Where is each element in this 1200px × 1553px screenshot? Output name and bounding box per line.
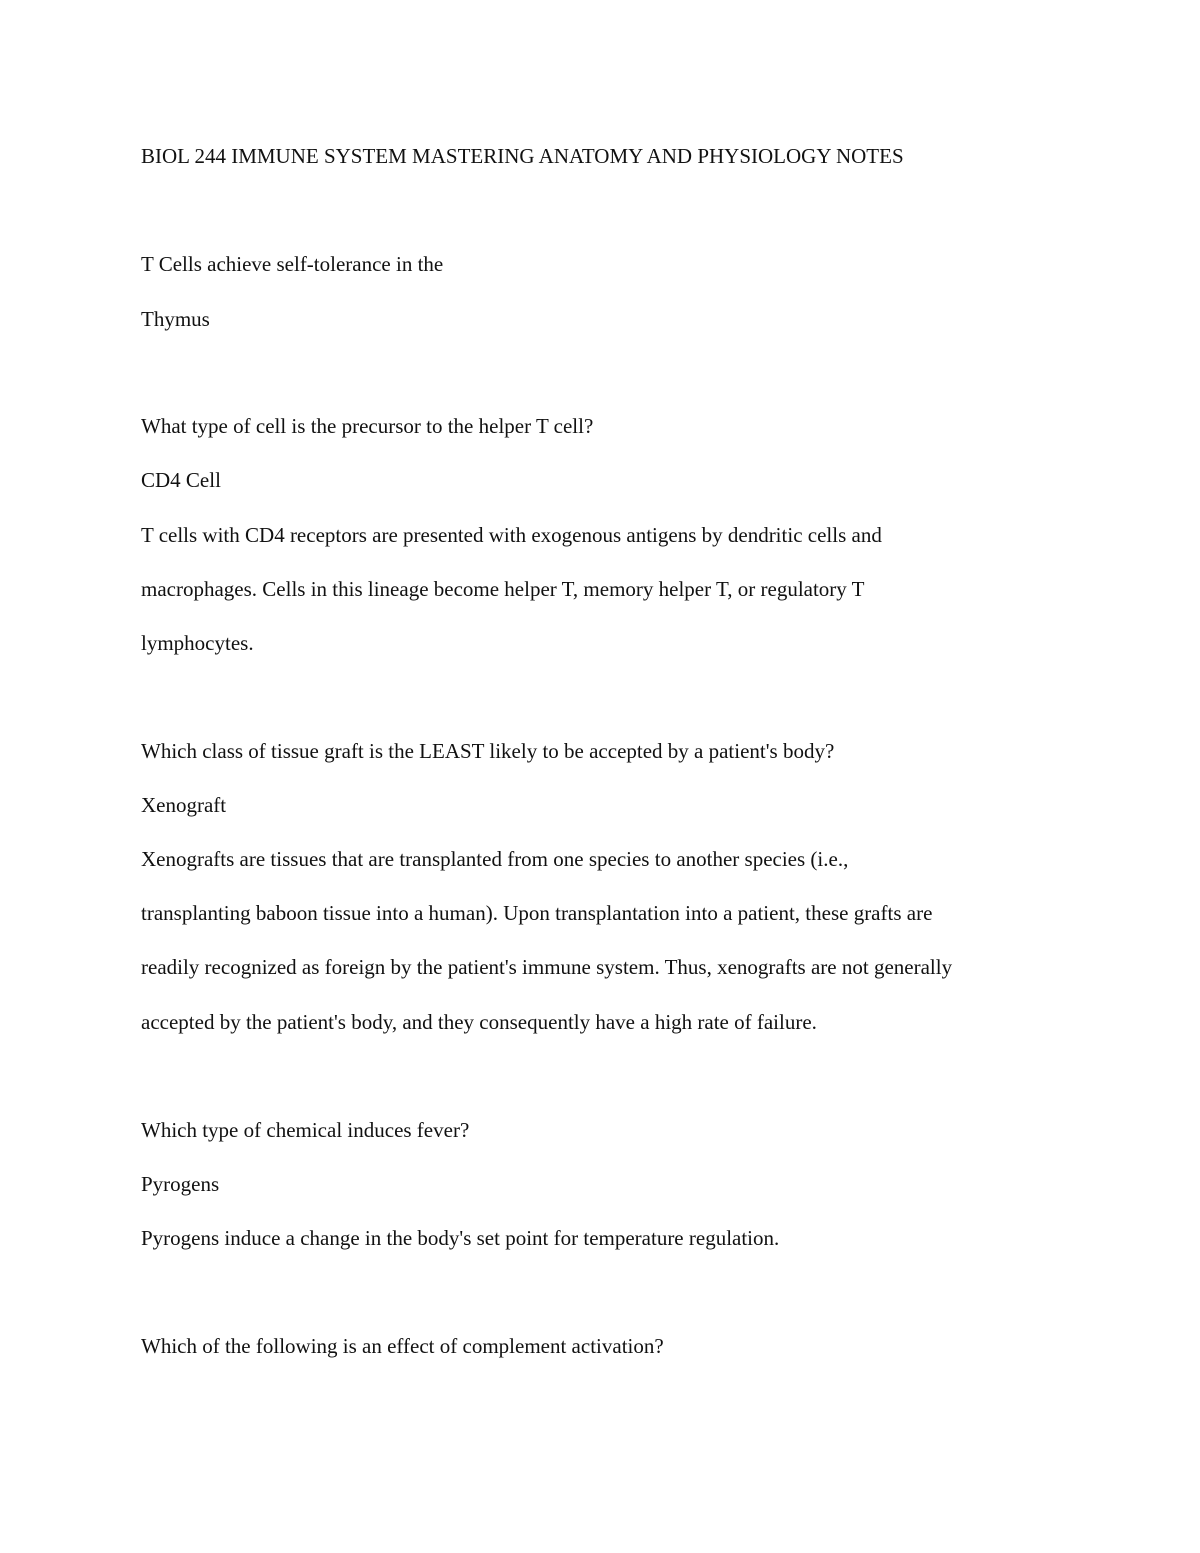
question-2: What type of cell is the precursor to the helper T cell? [141, 414, 594, 438]
document-title: BIOL 244 IMMUNE SYSTEM MASTERING ANATOMY AND PHYSIOLOGY NOTES [141, 144, 904, 168]
explanation-3-line-1: Xenografts are tissues that are transplanted from one species to another species (i.e., [141, 847, 849, 871]
question-3: Which class of tissue graft is the LEAST likely to be accepted by a patient's body? [141, 739, 835, 763]
explanation-2-line-1: T cells with CD4 receptors are presented with exogenous antigens by dendritic cells and [141, 523, 882, 547]
explanation-3-line-2: transplanting baboon tissue into a human). Upon transplantation into a patient, these grafts are [141, 901, 933, 925]
explanation-3-line-4: accepted by the patient's body, and they consequently have a high rate of failure. [141, 1010, 817, 1034]
explanation-3-line-3: readily recognized as foreign by the patient's immune system. Thus, xenografts are not generally [141, 955, 953, 979]
explanation-2-line-2: macrophages. Cells in this lineage become helper T, memory helper T, or regulatory T [141, 577, 865, 601]
answer-4: Pyrogens [141, 1172, 220, 1196]
question-5: Which of the following is an effect of complement activation? [141, 1334, 664, 1358]
question-4: Which type of chemical induces fever? [141, 1118, 470, 1142]
explanation-4-line-1: Pyrogens induce a change in the body's set point for temperature regulation. [141, 1226, 780, 1250]
answer-1: Thymus [141, 307, 210, 331]
question-1: T Cells achieve self-tolerance in the [141, 252, 444, 276]
answer-3: Xenograft [141, 793, 227, 817]
answer-2: CD4 Cell [141, 468, 221, 492]
explanation-2-line-3: lymphocytes. [141, 631, 254, 655]
